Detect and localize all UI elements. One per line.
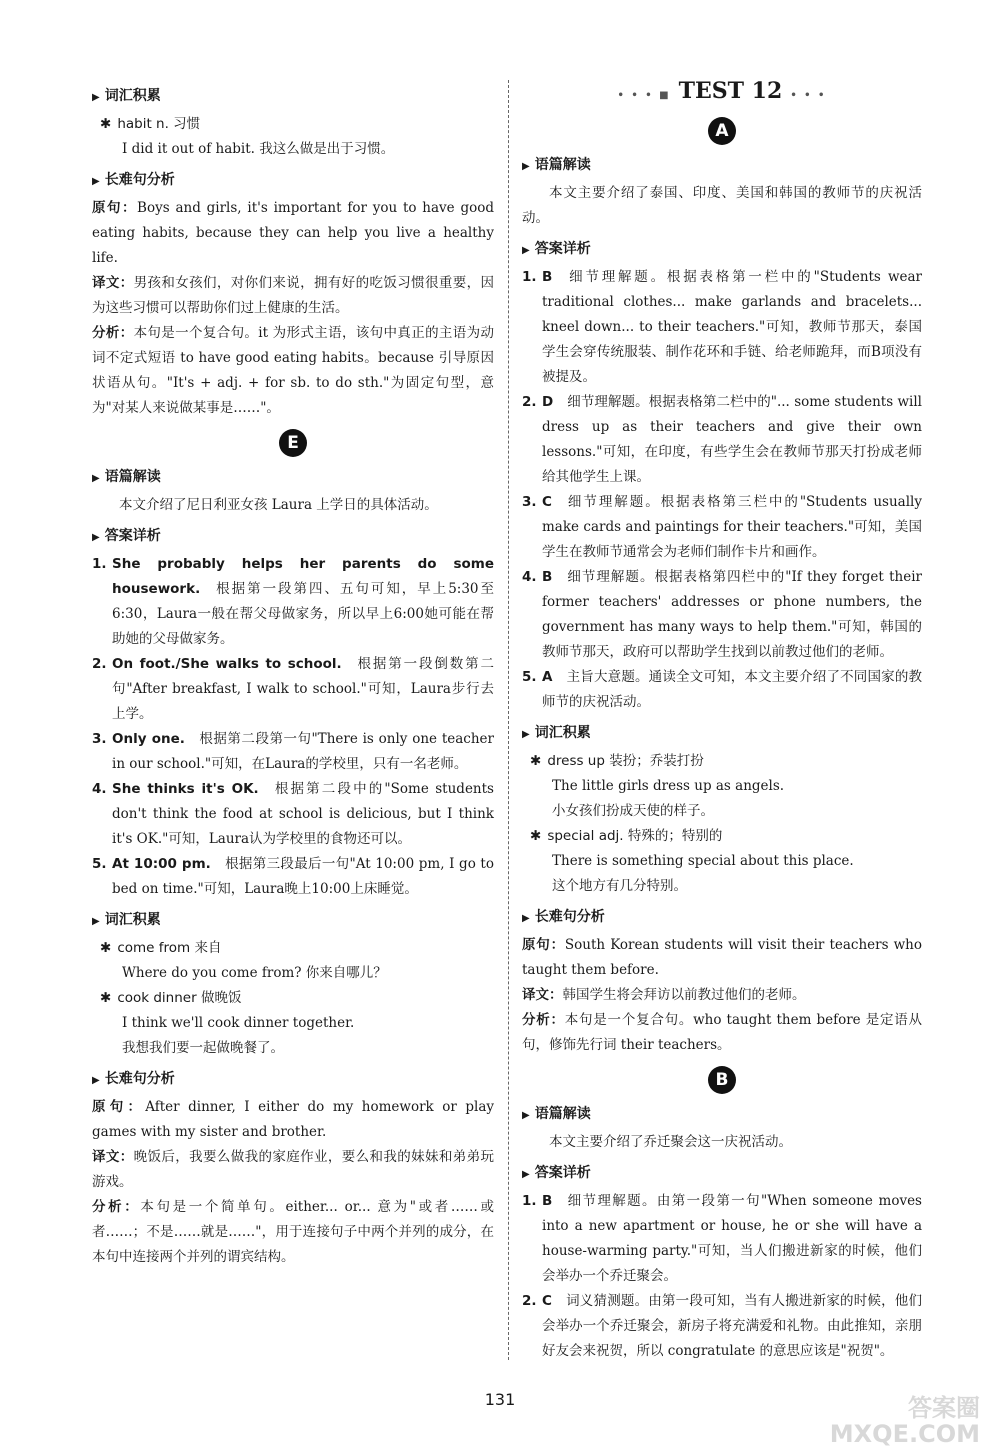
section-badge-e [92,429,494,457]
answer-body [112,727,494,777]
section-head-label: 语篇解读 [534,1106,591,1122]
answer-key: At 10:00 pm. [112,856,211,872]
answer-explanation: 根据第一段倒数第二句"After breakfast, I walk to school."可知，Laura步行去上学。 [112,656,494,722]
section-head [522,721,922,747]
answer-item [92,552,494,652]
arrow-icon: ▶ [92,916,100,927]
section-head-label: 语篇解读 [534,157,591,173]
answer-explanation: 主旨大意题。通读全文可知，本文主要介绍了不同国家的教师节的庆祝活动。 [542,669,922,710]
label: 分析： [522,1012,565,1028]
original-sentence [92,1095,494,1145]
section-head [522,1161,922,1187]
left-column [92,78,494,1270]
vocab-example: The little girls dress up as angels. [552,778,785,794]
answer-item [92,727,494,777]
text: Boys and girls, it's important for you to have good eating habits, because they can help you live a healthy life. [92,200,495,266]
section-head-label: 长难句分析 [534,909,605,925]
answer-number: 3. [522,494,537,510]
decor-dots: • • • [790,90,827,101]
arrow-icon: ▶ [92,176,100,187]
answer-body [542,390,922,490]
vocab-word [530,824,922,849]
arrow-icon: ▶ [92,473,100,484]
text: 韩国学生将会拜访以前教过他们的老师。 [562,987,806,1003]
answer-item [522,565,922,665]
answer-body [542,265,922,390]
answer-item [92,777,494,852]
watermark-line: MXQE.COM [829,1420,980,1448]
text: 本句是一个复合句。it 为形式主语，该句中真正的主语为动词不定式短语 to have good eating habits。because 引导原因状语从句。"It's + adj. + for sb. to do sth."为固定句型，意为"对某人来说做某事是……"。 [92,325,494,416]
label: 分析： [92,325,134,341]
answer-explanation: 细节理解题。根据表格第二栏中的"... some students will dress up as their teachers and give their own lessons."可知，在印度，有些学生会在教师节那天打扮成老师给其他学生上课。 [542,394,922,485]
badge: B [708,1066,736,1094]
section-head [522,153,922,179]
answer-key: B [542,569,553,585]
vocab-example: There is something special about this place. [552,853,854,869]
answer-item [522,665,922,715]
answer-key: C [542,1293,552,1309]
vocab-word [100,936,494,961]
vocab-term: habit n. 习惯 [117,116,201,132]
column-divider [508,80,509,1360]
answer-item [522,390,922,490]
asterisk-icon: ✱ [530,828,542,844]
label: 译文： [92,275,134,291]
label: 译文： [522,987,563,1003]
answer-item [92,852,494,902]
vocab-list [92,112,494,162]
text: 本句是一个复合句。who taught them before 是定语从句，修饰先行词 their teachers。 [522,1012,922,1053]
answer-body [542,665,922,715]
section-head [522,1102,922,1128]
section-head [92,84,494,110]
answer-explanation: 词义猜测题。由第一段可知，当有人搬进新家的时候，他们会举办一个乔迁聚会，新房子将充满爱和礼物。由此推知，亲朋好友会来祝贺，所以 congratulate 的意思应该是"祝贺"。 [542,1293,922,1359]
label: 译文： [92,1149,134,1165]
watermark [830,1395,980,1447]
answer-item [522,1289,922,1364]
vocab-list [92,936,494,1061]
label: 原句： [522,937,565,953]
answer-number: 2. [522,1293,537,1309]
vocab-term: come from 来自 [117,940,222,956]
vocab-term: cook dinner 做晚饭 [117,990,242,1006]
answer-body [542,565,922,665]
answer-body [112,777,494,852]
vocab-example: I did it out of habit. 我这么做是出于习惯。 [122,141,395,157]
section-head-label: 词汇积累 [534,725,591,741]
answer-explanation: 细节理解题。根据表格第四栏中的"If they forget their former teachers' addresses or phone numbers, the government has many ways to help them."可知，韩国的教师节那天，政府可以帮助学生找到以前教过他们的老师。 [542,569,922,660]
vocab-word [530,749,922,774]
vocab-item [522,749,922,824]
vocab-example: 小女孩们扮成天使的样子。 [552,803,714,819]
answer-number: 5. [92,856,107,872]
section-head-label: 词汇积累 [104,912,161,928]
answer-explanation: 细节理解题。根据表格第三栏中的"Students usually make cards and paintings for their teachers."可知，美国学生在教师节通常会为老师们制作卡片和画作。 [542,494,922,560]
test-title-text: TEST 12 [678,78,783,104]
arrow-icon: ▶ [522,1110,530,1121]
answer-number: 2. [92,656,107,672]
analysis [92,1195,494,1270]
vocab-item [522,824,922,899]
asterisk-icon: ✱ [100,990,112,1006]
watermark-line: 答案圈 [908,1394,980,1422]
vocab-example: 我想我们要一起做晚餐了。 [122,1040,284,1056]
label: 原句： [92,1099,146,1115]
answer-body [112,552,494,652]
vocab-example: Where do you come from? 你来自哪儿？ [122,965,387,981]
section-badge-b [522,1066,922,1094]
translation [522,983,922,1008]
text: 本句是一个简单句。either... or... 意为"或者……或者……；不是……就是……"，用于连接句子中两个并列的成分，在本句中连接两个并列的谓宾结构。 [92,1199,494,1265]
analysis [522,1008,922,1058]
arrow-icon: ▶ [522,729,530,740]
answer-explanation: 根据第三段最后一句"At 10:00 pm, I go to bed on time."可知，Laura晚上10:00上床睡觉。 [112,856,494,897]
label: 原句： [92,200,138,216]
text: South Korean students will visit their teachers who taught them before. [522,937,923,978]
answer-key: Only one. [112,731,185,747]
text: 晚饭后，我要么做我的家庭作业，要么和我的妹妹和弟弟玩游戏。 [92,1149,494,1190]
answer-key: D [542,394,554,410]
answer-number: 1. [92,556,107,572]
answer-item [522,265,922,390]
answer-number: 4. [522,569,537,585]
answer-number: 3. [92,731,107,747]
asterisk-icon: ✱ [530,753,542,769]
answer-explanation: 根据第二段第一句"There is only one teacher in our school."可知，在Laura的学校里，只有一名老师。 [112,731,494,772]
text: After dinner, I either do my homework or play games with my sister and brother. [92,1099,495,1140]
answer-item [522,490,922,565]
badge: A [708,117,736,145]
answer-body [542,490,922,565]
section-head-label: 词汇积累 [104,88,161,104]
vocab-item [92,986,494,1061]
page-number: 131 [484,1390,516,1409]
arrow-icon: ▶ [92,92,100,103]
passage-summary: 本文主要介绍了泰国、印度、美国和韩国的教师节的庆祝活动。 [522,185,922,226]
analysis [92,321,494,421]
translation [92,271,494,321]
vocab-example: 这个地方有几分特别。 [552,878,687,894]
arrow-icon: ▶ [92,1075,100,1086]
vocab-item [92,936,494,986]
arrow-icon: ▶ [92,532,100,543]
vocab-word [100,986,494,1011]
answer-number: 5. [522,669,537,685]
answer-key: She thinks it's OK. [112,781,259,797]
section-head-label: 长难句分析 [104,1071,175,1087]
test-title [522,78,922,109]
vocab-example: I think we'll cook dinner together. [122,1015,355,1031]
answer-key: B [542,269,553,285]
section-head-label: 答案详析 [534,241,591,257]
right-column [522,78,922,1364]
translation [92,1145,494,1195]
answer-item [92,652,494,727]
section-head-label: 答案详析 [104,528,161,544]
answer-list [522,1189,922,1364]
text: 男孩和女孩们，对你们来说，拥有好的吃饭习惯很重要，因为这些习惯可以帮助你们过上健康的生活。 [92,275,494,316]
answer-key: B [542,1193,553,1209]
section-head [92,465,494,491]
vocab-term: dress up 装扮；乔装打扮 [547,753,704,769]
answer-item [522,1189,922,1289]
answer-key: A [542,669,553,685]
passage-summary: 本文介绍了尼日利亚女孩 Laura 上学日的具体活动。 [119,497,438,513]
answer-number: 2. [522,394,537,410]
arrow-icon: ▶ [522,245,530,256]
arrow-icon: ▶ [522,161,530,172]
answer-explanation: 细节理解题。根据表格第一栏中的"Students wear traditional clothes... make garlands and bracelets... kneel down... to their teachers."可知，教师节那天，泰国学生会穿传统服装、制作花环和手链、给老师跪拜，而B项没有被提及。 [542,269,922,385]
original-sentence [92,196,494,271]
answer-key: C [542,494,552,510]
answer-number: 4. [92,781,107,797]
decor-dots: • • • ■ [617,90,671,101]
passage-summary: 本文主要介绍了乔迁聚会这一庆祝活动。 [549,1134,792,1150]
section-badge-a [522,117,922,145]
answer-body [542,1289,922,1364]
section-head [92,524,494,550]
answer-key: She probably helps her parents do some housework. [112,556,494,597]
section-head-label: 答案详析 [534,1165,591,1181]
answer-explanation: 根据第一段第四、五句可知，早上5:30至6:30，Laura一般在帮父母做家务，所以早上6:00她可能在帮助她的父母做家务。 [112,581,494,647]
original-sentence [522,933,922,983]
vocab-list [522,749,922,899]
vocab-term: special adj. 特殊的；特别的 [547,828,723,844]
section-head-label: 语篇解读 [104,469,161,485]
label: 分析： [92,1199,141,1215]
answer-body [112,652,494,727]
vocab-item [92,112,494,162]
arrow-icon: ▶ [522,913,530,924]
answer-key: On foot./She walks to school. [112,656,342,672]
section-head [522,237,922,263]
section-head [92,168,494,194]
asterisk-icon: ✱ [100,116,112,132]
section-head [92,908,494,934]
section-head-label: 长难句分析 [104,172,175,188]
answer-body [112,852,494,902]
answer-explanation: 根据第二段中的"Some students don't think the food at school is delicious, but I think it's OK."可知，Laura认为学校里的食物还可以。 [112,781,494,847]
asterisk-icon: ✱ [100,940,112,956]
answer-body [542,1189,922,1289]
section-head [522,905,922,931]
answer-number: 1. [522,1193,537,1209]
badge: E [279,429,307,457]
section-head [92,1067,494,1093]
answer-list [522,265,922,715]
arrow-icon: ▶ [522,1169,530,1180]
answer-explanation: 细节理解题。由第一段第一句"When someone moves into a new apartment or house, he or she will have a house-warming party."可知，当人们搬进新家的时候，他们会举办一个乔迁聚会。 [542,1193,922,1284]
answer-number: 1. [522,269,537,285]
answer-list [92,552,494,902]
vocab-word [100,112,494,137]
